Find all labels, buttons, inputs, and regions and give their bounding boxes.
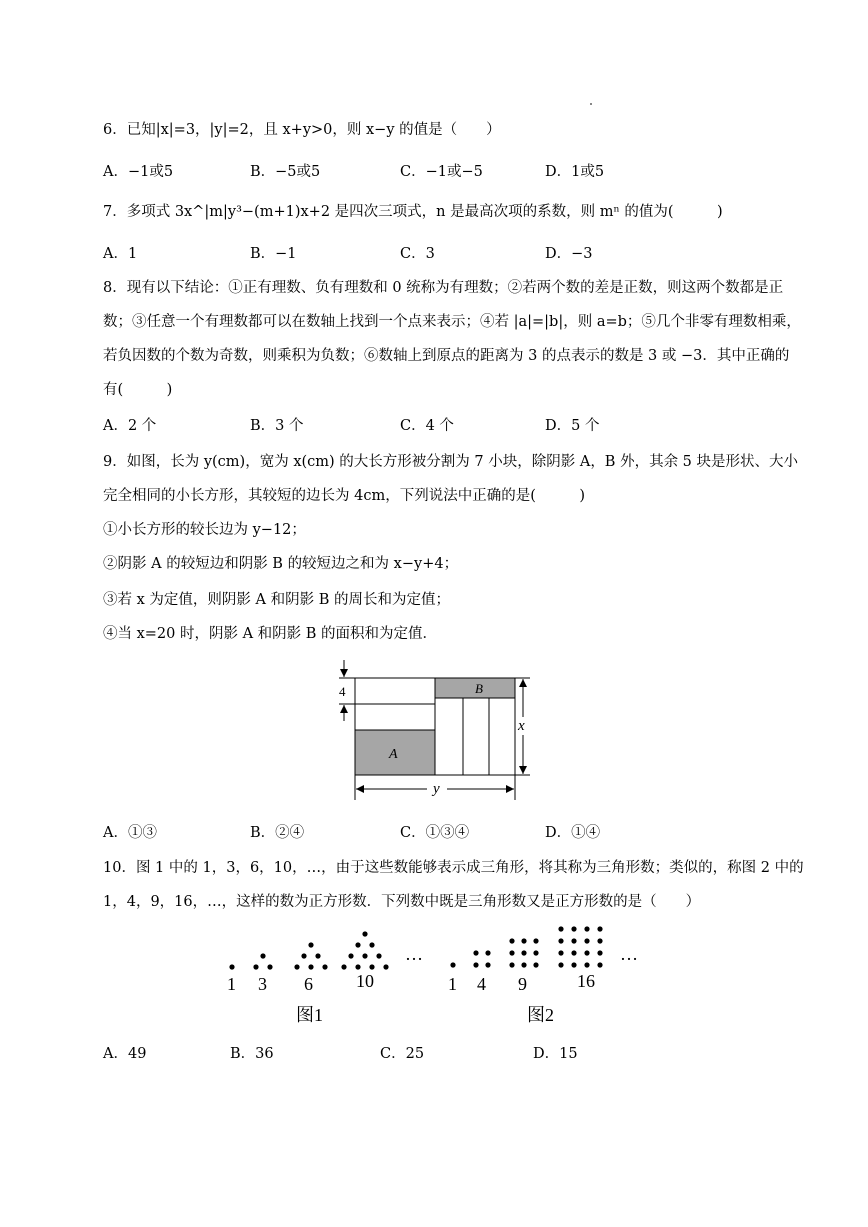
q7-option-d: D．−3	[545, 246, 593, 262]
q8-option-d: D．5 个	[545, 418, 600, 434]
q9-statement-4: ④当 x=20 时，阴影 A 和阴影 B 的面积和为定值．	[103, 626, 438, 642]
q9-option-c: C．①③④	[400, 825, 470, 841]
q10-line-2: 1，4，9，16，…，这样的数为正方形数．下列数中既是三角形数又是正方形数的是（ ）	[103, 894, 701, 910]
q8-line-1: 8．现有以下结论：①正有理数、负有理数和 0 统称为有理数；②若两个数的差是正数，则这两个数都是正	[103, 280, 784, 296]
q10-option-c: C．25	[380, 1046, 425, 1062]
q7-text: 7．多项式 3x^|m|y³−(m+1)x+2 是四次三项式，n 是最高次项的系数，则 mⁿ 的值为( )	[103, 204, 723, 220]
sq-label-16: 16	[577, 971, 595, 991]
label-4: 4	[339, 684, 346, 699]
square-dot-figure	[450, 926, 602, 967]
tri-label-6: 6	[304, 974, 313, 994]
q6-option-c: C．−1或−5	[400, 164, 483, 180]
label-b: B	[475, 681, 483, 696]
tri-label-1: 1	[227, 974, 236, 994]
sq-ellipsis: …	[620, 944, 638, 964]
q7-option-c: C．3	[400, 246, 435, 262]
q8-line-3: 若负因数的个数为奇数，则乘积为负数；⑥数轴上到原点的距离为 3 的点表示的数是 3 或 −3．其中正确的	[103, 348, 790, 364]
figure-2-caption: 图2	[527, 1005, 554, 1025]
sq-label-9: 9	[518, 974, 527, 994]
figure-1-caption: 图1	[296, 1005, 323, 1025]
q9-statement-1: ①小长方形的较长边为 y−12；	[103, 522, 306, 538]
label-a: A	[389, 747, 398, 762]
q7-option-a: A．1	[103, 246, 138, 262]
triangle-dot-figure	[229, 931, 388, 969]
q9-line-2: 完全相同的小长方形，其较短的边长为 4cm，下列说法中正确的是( )	[103, 488, 586, 504]
q10-option-b: B．36	[230, 1046, 274, 1062]
q9-rectangle-figure	[325, 655, 545, 805]
q8-option-c: C．4 个	[400, 418, 454, 434]
q9-option-b: B．②④	[250, 825, 305, 841]
q7-option-b: B．−1	[250, 246, 297, 262]
q6-text: 6．已知|x|=3，|y|=2，且 x+y>0，则 x−y 的值是（ ）	[103, 122, 501, 138]
q8-line-4: 有( )	[103, 382, 173, 398]
q6-option-d: D．1或5	[545, 164, 605, 180]
q6-option-a: A．−1或5	[103, 164, 174, 180]
q10-option-d: D．15	[533, 1046, 578, 1062]
question-6	[103, 118, 501, 139]
q10-option-a: A．49	[103, 1046, 147, 1062]
question-7	[103, 200, 723, 221]
q9-option-a: A．①③	[103, 825, 157, 841]
q9-line-1: 9．如图，长为 y(cm)，宽为 x(cm) 的大长方形被分割为 7 小块，除阴影 A，B 外，其余 5 块是形状、大小	[103, 454, 799, 470]
q9-statement-2: ②阴影 A 的较短边和阴影 B 的较短边之和为 x−y+4；	[103, 556, 459, 572]
q10-number-figures	[215, 915, 655, 1030]
sq-label-4: 4	[477, 974, 486, 994]
q8-option-b: B．3 个	[250, 418, 304, 434]
q8-option-a: A．2 个	[103, 418, 157, 434]
label-y: y	[433, 781, 440, 797]
q9-statement-3: ③若 x 为定值，则阴影 A 和阴影 B 的周长和为定值；	[103, 592, 450, 608]
q8-line-2: 数；③任意一个有理数都可以在数轴上找到一个点来表示；④若 |a|=|b|，则 a=b；⑤几个非零有理数相乘，	[103, 314, 801, 330]
label-x: x	[518, 718, 525, 734]
tri-ellipsis: …	[405, 944, 423, 964]
tri-label-3: 3	[258, 974, 267, 994]
scan-speck	[590, 103, 592, 105]
q9-option-d: D．①④	[545, 825, 601, 841]
q10-line-1: 10．图 1 中的 1，3，6，10，…，由于这些数能够表示成三角形，将其称为三角形数；类似的，称图 2 中的	[103, 860, 804, 876]
q6-option-b: B．−5或5	[250, 164, 321, 180]
sq-label-1: 1	[448, 974, 457, 994]
tri-label-10: 10	[356, 971, 374, 991]
